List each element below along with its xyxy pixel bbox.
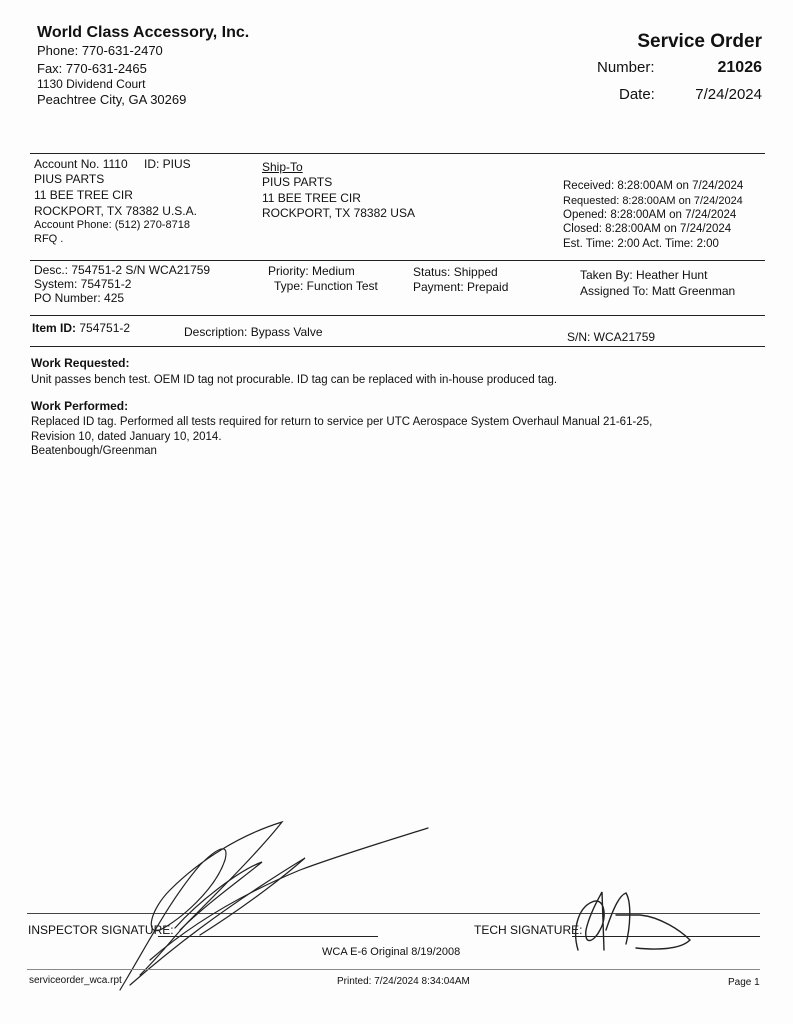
item-serial-number: S/N: WCA21759 — [567, 330, 656, 344]
page-number: Page 1 — [728, 977, 760, 988]
item-id-value: 754751-2 — [79, 321, 131, 335]
tech-signature-label: TECH SIGNATURE: — [474, 923, 583, 937]
payment: Payment: Prepaid — [413, 280, 509, 294]
taken-by: Taken By: Heather Hunt — [580, 268, 708, 282]
received-time: Received: 8:28:00AM on 7/24/2024 — [563, 180, 744, 192]
order-date: 7/24/2024 — [695, 86, 762, 103]
account-name: PIUS PARTS — [34, 172, 105, 186]
priority: Priority: Medium — [268, 264, 355, 278]
opened-time: Opened: 8:28:00AM on 7/24/2024 — [563, 209, 737, 221]
account-id: ID: PIUS — [144, 157, 191, 171]
account-street: 11 BEE TREE CIR — [34, 188, 133, 202]
account-city: ROCKPORT, TX 78382 U.S.A. — [34, 204, 197, 218]
order-number-label: Number: — [597, 59, 655, 76]
company-address-line1: 1130 Dividend Court — [37, 77, 146, 91]
assigned-to: Assigned To: Matt Greenman — [580, 284, 736, 298]
item-description: Description: Bypass Valve — [184, 325, 323, 339]
system-line: System: 754751-2 — [34, 277, 132, 291]
est-act-time: Est. Time: 2:00 Act. Time: 2:00 — [563, 238, 719, 250]
description-line: Desc.: 754751-2 S/N WCA21759 — [34, 263, 211, 277]
company-address-line2: Peachtree City, GA 30269 — [37, 92, 187, 107]
work-performed-line3: Beatenbough/Greenman — [31, 445, 157, 457]
ship-to-heading: Ship-To — [262, 160, 303, 174]
form-identifier: WCA E-6 Original 8/19/2008 — [322, 946, 461, 958]
footer-rule — [27, 969, 760, 970]
work-performed-line2: Revision 10, dated January 10, 2014. — [31, 431, 222, 443]
po-number: PO Number: 425 — [34, 291, 125, 305]
ship-to-street: 11 BEE TREE CIR — [262, 191, 361, 205]
type: Type: Function Test — [274, 279, 378, 293]
company-fax: Fax: 770-631-2465 — [37, 61, 147, 76]
inspector-signature-stroke — [120, 822, 282, 990]
order-number: 21026 — [717, 59, 762, 76]
account-rfq: RFQ . — [34, 233, 64, 245]
work-requested-text: Unit passes bench test. OEM ID tag not procurable. ID tag can be replaced with in-house produced tag. — [31, 374, 558, 386]
item-id-label: Item ID: — [32, 321, 77, 335]
ship-to-name: PIUS PARTS — [262, 175, 333, 189]
document-title: Service Order — [637, 31, 762, 52]
order-date-label: Date: — [619, 86, 655, 103]
report-filename: serviceorder_wca.rpt — [29, 975, 122, 986]
printed-timestamp: Printed: 7/24/2024 8:34:04AM — [337, 976, 470, 987]
closed-time: Closed: 8:28:00AM on 7/24/2024 — [563, 223, 732, 235]
company-name: World Class Accessory, Inc. — [37, 24, 250, 41]
status: Status: Shipped — [413, 265, 498, 279]
account-phone: Account Phone: (512) 270-8718 — [34, 219, 190, 231]
work-performed-line1: Replaced ID tag. Performed all tests required for return to service per UTC Aerospace System Overhaul Manual 21-61-25, — [31, 416, 653, 428]
work-performed-heading: Work Performed: — [31, 399, 129, 413]
tech-signature-stroke — [576, 892, 690, 950]
work-requested-heading: Work Requested: — [31, 356, 130, 370]
requested-time: Requested: 8:28:00AM on 7/24/2024 — [563, 195, 743, 207]
ship-to-city: ROCKPORT, TX 78382 USA — [262, 206, 415, 220]
account-number: Account No. 1110 — [34, 157, 128, 171]
inspector-signature-label: INSPECTOR SIGNATURE: — [28, 923, 174, 937]
company-phone: Phone: 770-631-2470 — [37, 43, 163, 58]
